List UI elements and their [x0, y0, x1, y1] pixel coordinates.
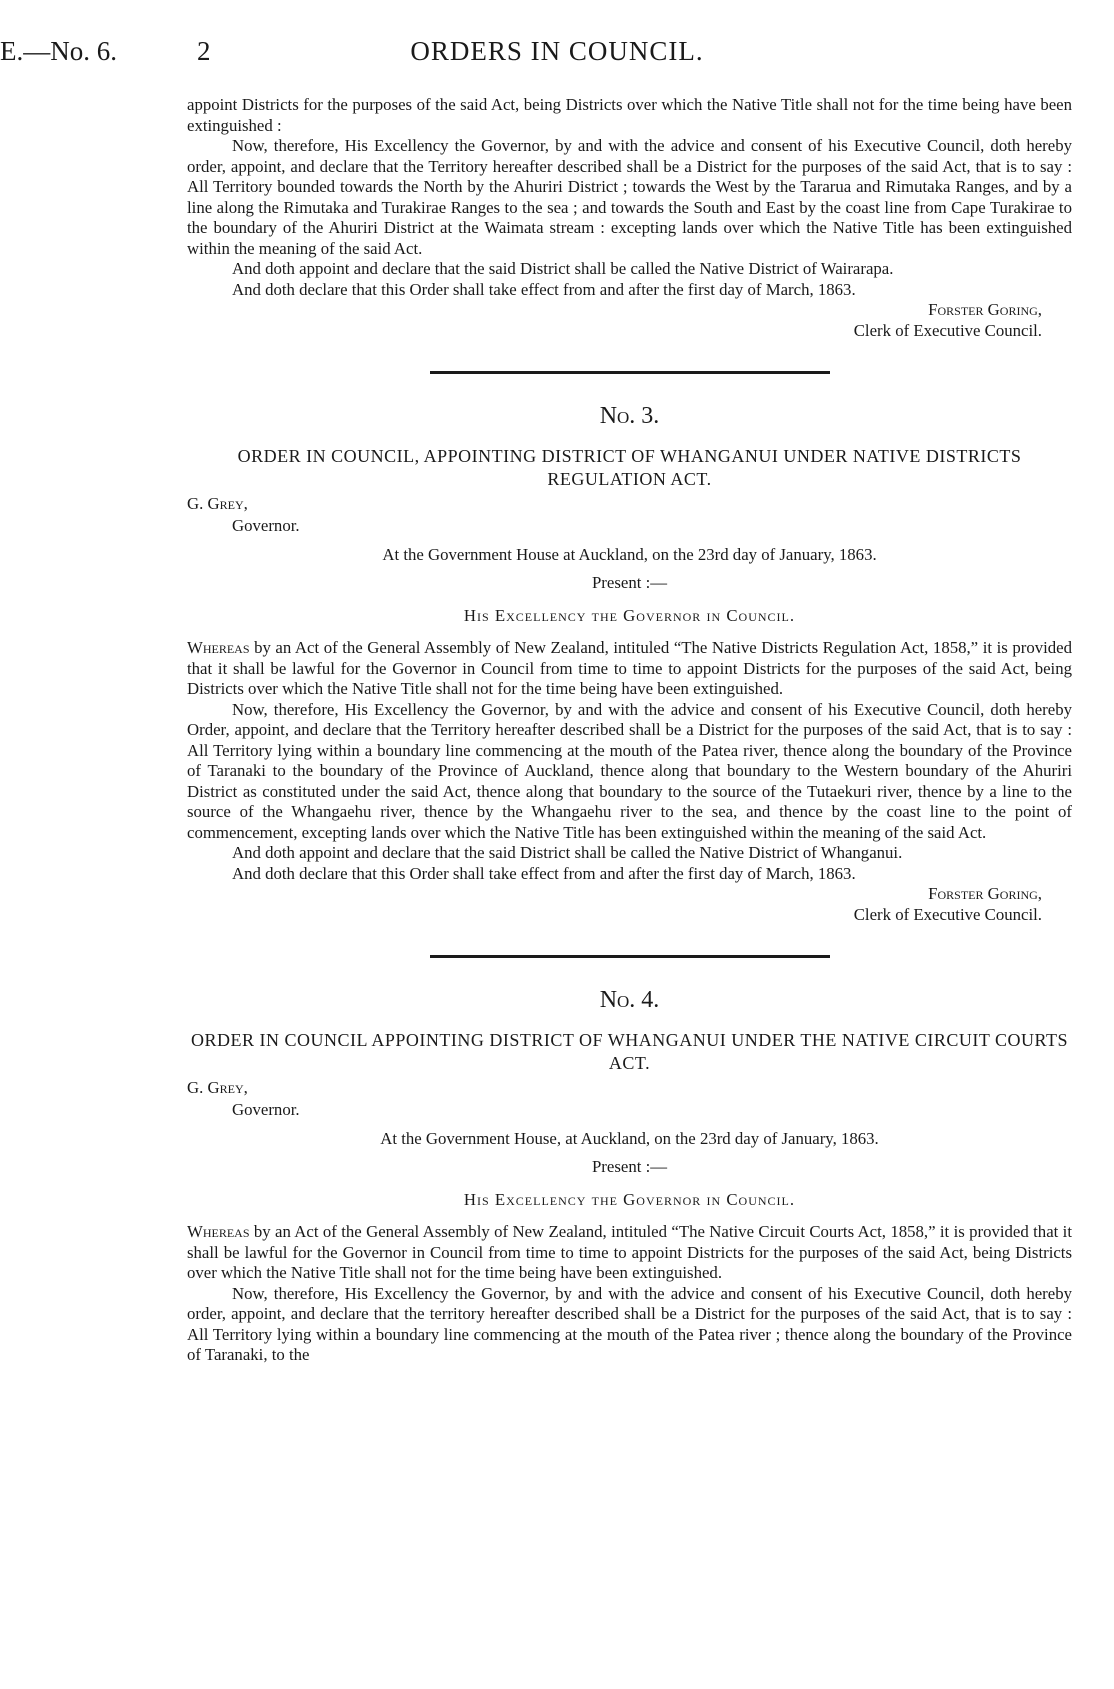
section-divider — [430, 955, 830, 958]
paragraph-text: by an Act of the General Assembly of New Zealand, intituled “The Native Circuit Courts Act, 1858,” it is provided that it shall be lawful for the Governor in Council from time to time to appoint Districts for the purposes of the said Act, being Districts over which the Native Title shall not for the time being have been extinguished. — [187, 1222, 1072, 1282]
running-header — [0, 36, 1114, 76]
order-title: ORDER IN COUNCIL, APPOINTING DISTRICT OF WHANGANUI UNDER NATIVE DISTRICTS REGULATION ACT. — [237, 445, 1022, 489]
paragraph: Now, therefore, His Excellency the Governor, by and with the advice and consent of his Executive Council, doth hereby Order, appoint, and declare that the Territory hereafter described shall be a District for the purposes of the said Act, that is to say : All Territory lying within a boundary line commencing at the mouth of the Patea river, thence along the boundary of the Province of Taranaki to the boundary of the Province of Auckland, thence along that boundary to the Western boundary of the Ahuriri District as constituted under the said Act, thence along that boundary to the source of the Tutaekuri river, thence by a line to the source of the Whangaehu river, thence by the Whangaehu river to the sea, and thence by the coast line to the point of commencement, excepting lands over which the Native Title has been extinguished within the meaning of the said Act. — [187, 699, 1072, 842]
paragraph: And doth declare that this Order shall take effect from and after the first day of March, 1863. — [232, 863, 856, 883]
order-title: ORDER IN COUNCIL APPOINTING DISTRICT OF WHANGANUI UNDER THE NATIVE CIRCUIT COURTS ACT. — [191, 1029, 1068, 1073]
page-title: ORDERS IN COUNCIL. — [410, 36, 704, 66]
document-body — [187, 95, 1072, 1366]
excellency-line: His Excellency the Governor in Council. — [463, 1189, 796, 1209]
governor-signature — [187, 493, 1072, 537]
paragraph: Now, therefore, His Excellency the Governor, by and with the advice and consent of his Executive Council, doth hereby order, appoint, and declare that the territory hereafter described shall be a District for the purposes of the said Act, that is to say : All Territory lying within a boundary line commencing at the mouth of the Patea river ; thence along the boundary of the Province of Taranaki, to the — [187, 1283, 1072, 1364]
order-number: No. 3. — [599, 403, 660, 429]
signatory-title: Clerk of Executive Council. — [853, 320, 1042, 340]
page-number: 2 — [197, 36, 211, 66]
whereas-paragraph — [187, 1222, 1072, 1284]
present-label: Present :— — [591, 573, 668, 592]
order-section-no3 — [187, 403, 1072, 925]
order-section-no4 — [187, 987, 1072, 1366]
place-date: At the Government House, at Auckland, on the 23rd day of January, 1863. — [380, 1128, 879, 1148]
signatory-name: Forster Goring, — [928, 300, 1042, 319]
excellency-line: His Excellency the Governor in Council. — [463, 605, 796, 625]
governor-title: Governor. — [232, 515, 300, 535]
governor-name: G. Grey, — [187, 1077, 248, 1097]
signatory-name: Forster Goring, — [928, 884, 1042, 903]
governor-signature — [187, 1077, 1072, 1121]
signatory-title: Clerk of Executive Council. — [853, 904, 1042, 924]
whereas-paragraph — [187, 638, 1072, 700]
order-number: No. 4. — [599, 987, 660, 1013]
governor-name: G. Grey, — [187, 493, 248, 513]
paragraph: And doth appoint and declare that the said District shall be called the Native District of Whanganui. — [232, 843, 903, 862]
place-date: At the Government House at Auckland, on the 23rd day of January, 1863. — [382, 544, 877, 564]
whereas-word: Whereas — [187, 638, 250, 657]
section-divider — [430, 371, 830, 374]
present-label: Present :— — [591, 1157, 668, 1176]
paragraph: Now, therefore, His Excellency the Governor, by and with the advice and consent of his Executive Council, doth hereby order, appoint, and declare that the Territory hereafter described shall be a District for the purposes of the said Act, that is to say : All Territory bounded towards the North by the Ahuriri District ; towards the West by the Tararua and Rimutaka Ranges, and by a line along the Rimutaka and Turakirae Ranges to the sea ; and towards the South and East by the coast line from Cape Turakirae to the boundary of the Ahuriri District at the Waimata stream : excepting lands over which the Native Title has been extinguished within the meaning of the said Act. — [187, 136, 1072, 258]
paragraph-text: by an Act of the General Assembly of New Zealand, intituled “The Native Districts Regulation Act, 1858,” it is provided that it shall be lawful for the Governor in Council from time to time to appoint Districts for the purposes of the said Act, being Districts over which the Native Title shall not for the time being have been extinguished. — [187, 638, 1072, 698]
governor-title: Governor. — [232, 1099, 300, 1119]
paragraph: And doth appoint and declare that the said District shall be called the Native District of Wairarapa. — [232, 259, 894, 278]
whereas-word: Whereas — [187, 1222, 250, 1241]
order-section-wairarapa — [187, 95, 1072, 341]
paragraph: appoint Districts for the purposes of the said Act, being Districts over which the Native Title shall not for the time being have been extinguished : — [187, 95, 1072, 135]
paragraph: And doth declare that this Order shall take effect from and after the first day of March, 1863. — [232, 279, 856, 299]
document-reference: E.—No. 6. — [0, 36, 117, 66]
